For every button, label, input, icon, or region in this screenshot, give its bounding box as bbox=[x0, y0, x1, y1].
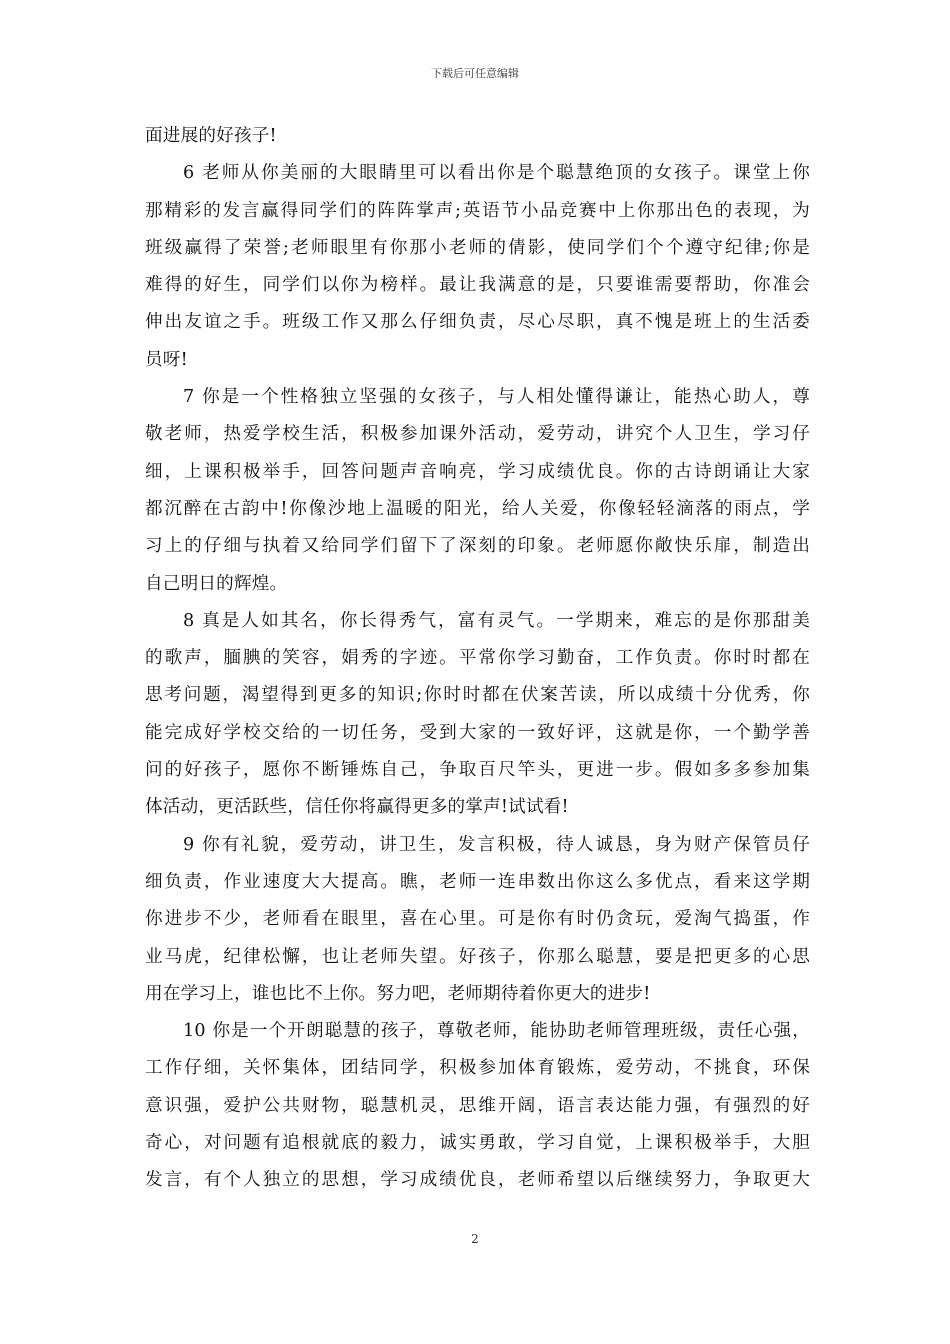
paragraph bbox=[145, 379, 810, 603]
text-line: 细负责，作业速度大大提高。瞧，老师一连串数出你这么多优点，看来这学期 bbox=[145, 871, 810, 892]
text-line: 都沉醉在古韵中!你像沙地上温暖的阳光，给人关爱，你像轻轻滴落的雨点，学 bbox=[145, 498, 810, 519]
text-line: 意识强，爱护公共财物，聪慧机灵，思维开阔，语言表达能力强，有强烈的好 bbox=[145, 1095, 810, 1116]
text-line: 你进步不少，老师看在眼里，喜在心里。可是你有时仍贪玩，爱淘气捣蛋，作 bbox=[145, 909, 810, 930]
text-line: 8 真是人如其名，你长得秀气，富有灵气。一学期来，难忘的是你那甜美 bbox=[183, 610, 810, 631]
header-text: 下载后可任意编辑 bbox=[431, 67, 519, 80]
text-line: 员呀! bbox=[145, 349, 188, 370]
page-number-text: 2 bbox=[471, 1232, 479, 1246]
paragraph bbox=[145, 827, 810, 1013]
text-line: 10 你是一个开朗聪慧的孩子，尊敬老师，能协助老师管理班级，责任心强， bbox=[183, 1021, 810, 1042]
text-line: 9 你有礼貌，爱劳动，讲卫生，发言积极，待人诚恳，身为财产保管员仔 bbox=[183, 834, 810, 855]
text-line: 细，上课积极举手，回答问题声音响亮，学习成绩优良。你的古诗朗诵让大家 bbox=[145, 461, 810, 482]
text-line: 业马虎，纪律松懈，也让老师失望。好孩子，你那么聪慧，要是把更多的心思 bbox=[145, 946, 810, 967]
paragraph bbox=[145, 603, 810, 827]
text-line: 思考问题，渴望得到更多的知识;你时时都在伏案苦读，所以成绩十分优秀，你 bbox=[145, 685, 810, 706]
document-body bbox=[145, 118, 810, 1200]
text-line: 班级赢得了荣誉;老师眼里有你那小老师的倩影，使同学们个个遵守纪律;你是 bbox=[145, 237, 810, 258]
text-line: 发言，有个人独立的思想，学习成绩优良，老师希望以后继续努力，争取更大 bbox=[145, 1170, 810, 1191]
text-line: 的歌声，腼腆的笑容，娟秀的字迹。平常你学习勤奋，工作负责。你时时都在 bbox=[145, 648, 810, 669]
text-line: 用在学习上，谁也比不上你。努力吧，老师期待着你更大的进步! bbox=[145, 983, 651, 1004]
text-line: 难得的好生，同学们以你为榜样。最让我满意的是，只要谁需要帮助，你准会 bbox=[145, 275, 810, 296]
text-line: 习上的仔细与执着又给同学们留下了深刻的印象。老师愿你敞快乐扉，制造出 bbox=[145, 536, 810, 557]
text-line: 体活动，更活跃些，信任你将赢得更多的掌声!试试看! bbox=[145, 797, 569, 818]
page-number bbox=[0, 1231, 950, 1247]
text-line: 伸出友谊之手。班级工作又那么仔细负责，尽心尽职，真不愧是班上的生活委 bbox=[145, 312, 810, 333]
text-line: 那精彩的发言赢得同学们的阵阵掌声;英语节小品竞赛中上你那出色的表现，为 bbox=[145, 200, 810, 221]
text-line: 能完成好学校交给的一切任务，受到大家的一致好评，这就是你，一个勤学善 bbox=[145, 722, 810, 743]
text-line: 6 老师从你美丽的大眼睛里可以看出你是个聪慧绝顶的女孩子。课堂上你 bbox=[183, 163, 810, 184]
text-line: 敬老师，热爱学校生活，积极参加课外活动，爱劳动，讲究个人卫生，学习仔 bbox=[145, 424, 810, 445]
text-line: 面进展的好孩子! bbox=[145, 126, 277, 146]
text-line: 工作仔细，关怀集体，团结同学，积极参加体育锻炼，爱劳动，不挑食，环保 bbox=[145, 1058, 810, 1079]
text-line: 问的好孩子，愿你不断锤炼自己，争取百尺竿头，更进一步。假如多多参加集 bbox=[145, 760, 810, 781]
text-line: 奇心，对问题有追根就底的毅力，诚实勇敢，学习自觉，上课积极举手，大胆 bbox=[145, 1133, 810, 1154]
paragraph bbox=[145, 1013, 810, 1199]
text-line: 7 你是一个性格独立坚强的女孩子，与人相处懂得谦让，能热心助人，尊 bbox=[183, 387, 810, 408]
paragraph bbox=[145, 118, 810, 155]
paragraph bbox=[145, 155, 810, 379]
text-line: 自己明日的辉煌。 bbox=[145, 573, 288, 594]
page-header bbox=[0, 66, 950, 82]
